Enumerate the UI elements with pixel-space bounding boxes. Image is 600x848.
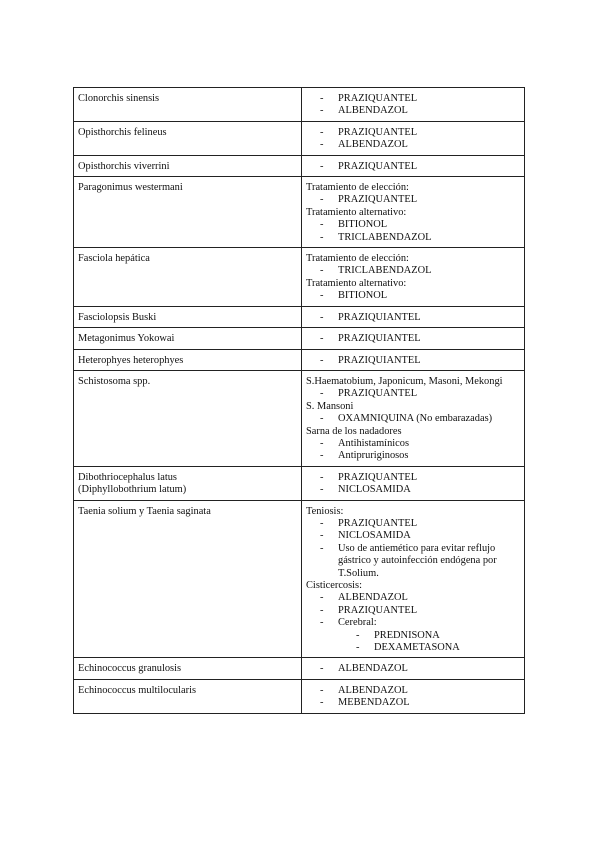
treatment-cell <box>302 155 525 176</box>
drug-item <box>306 355 520 367</box>
drug-name: PRAZIQUANTEL <box>338 194 418 206</box>
drug-item <box>306 161 520 173</box>
bullet-dash: - <box>320 333 324 345</box>
drug-name: NICLOSAMIDA <box>338 484 411 496</box>
table-row <box>74 155 525 176</box>
drug-item <box>306 630 520 642</box>
treatment-cell <box>302 121 525 155</box>
treatment-heading: Tratamiento de elección: <box>306 253 409 265</box>
bullet-dash: - <box>320 231 324 243</box>
organism-cell <box>74 466 302 500</box>
table-row <box>74 177 525 248</box>
drug-name: TRICLABENDAZOL <box>338 231 432 243</box>
treatment-table <box>73 87 525 714</box>
bullet-dash: - <box>320 484 324 496</box>
drug-name: PRAZIQUANTEL <box>338 388 418 400</box>
organism-name: Taenia solium y Taenia saginata <box>78 505 211 517</box>
organism-cell <box>74 370 302 466</box>
bullet-dash: - <box>320 517 324 529</box>
drug-item <box>306 93 520 105</box>
organism-cell <box>74 177 302 248</box>
table-row <box>74 121 525 155</box>
treatment-cell <box>302 328 525 349</box>
drug-name: NICLOSAMIDA <box>338 530 411 542</box>
treatment-table-body <box>74 88 525 714</box>
drug-name: MEBENDAZOL <box>338 697 410 709</box>
treatment-cell <box>302 658 525 679</box>
table-row <box>74 679 525 713</box>
drug-item <box>306 592 520 604</box>
organism-cell <box>74 349 302 370</box>
table-row <box>74 248 525 307</box>
treatment-cell <box>302 466 525 500</box>
bullet-dash: - <box>320 437 324 449</box>
drug-item <box>306 697 520 709</box>
treatment-cell <box>302 370 525 466</box>
drug-item <box>306 605 520 617</box>
drug-name: TRICLABENDAZOL <box>338 265 432 277</box>
organism-name: Opisthorchis viverrini <box>78 160 170 172</box>
drug-name: PRAZIQUANTEL <box>338 471 418 483</box>
drug-item <box>306 290 520 302</box>
drug-item <box>306 484 520 496</box>
organism-name: Schistosoma spp. <box>78 375 151 387</box>
drug-name: ALBENDAZOL <box>338 105 408 117</box>
treatment-heading: Tratamiento alternativo: <box>306 206 407 218</box>
treatment-cell <box>302 349 525 370</box>
drug-name: PRAZIQUANTEL <box>338 93 418 104</box>
table-row <box>74 370 525 466</box>
organism-name: Echinococcus granulosis <box>78 663 182 675</box>
drug-name: ALBENDAZOL <box>338 663 408 675</box>
organism-cell <box>74 121 302 155</box>
organism-name: Clonorchis sinensis <box>78 93 160 104</box>
drug-name: ALBENDAZOL <box>338 592 408 604</box>
drug-item <box>306 127 520 139</box>
treatment-heading: Tratamiento alternativo: <box>306 277 407 289</box>
bullet-dash: - <box>320 354 324 366</box>
organism-cell <box>74 155 302 176</box>
bullet-dash: - <box>320 604 324 616</box>
bullet-dash: - <box>320 450 324 462</box>
drug-item <box>306 642 520 654</box>
drug-item <box>306 617 520 629</box>
bullet-dash: - <box>320 663 324 675</box>
drug-name: OXAMNIQUINA (No embarazadas) <box>338 413 493 425</box>
drug-name: PRAZIQUANTEL <box>338 517 418 529</box>
organism-name: Echinococcus multilocularis <box>78 684 197 696</box>
bullet-dash: - <box>320 471 324 483</box>
organism-name: Dibothriocephalus latus <box>78 471 177 483</box>
table-row <box>74 658 525 679</box>
bullet-dash: - <box>320 160 324 172</box>
table-row <box>74 500 525 658</box>
bullet-dash: - <box>320 530 324 542</box>
organism-cell <box>74 248 302 307</box>
organism-name: Paragonimus westermani <box>78 182 183 194</box>
bullet-dash: - <box>320 684 324 696</box>
drug-item <box>306 232 520 244</box>
bullet-dash: - <box>320 592 324 604</box>
drug-name: PRAZIQUIANTEL <box>338 354 421 366</box>
drug-item <box>306 413 520 425</box>
drug-item <box>306 663 520 675</box>
drug-name: Uso de antiemético para evitar reflujo gástrico y autoinfección endógena por T.Solium. <box>338 542 497 579</box>
table-row <box>74 306 525 327</box>
drug-name: ALBENDAZOL <box>338 684 408 696</box>
drug-name: Antipruriginosos <box>338 450 409 462</box>
treatment-heading: S. Mansoni <box>306 400 354 412</box>
bullet-dash: - <box>320 617 324 629</box>
bullet-dash: - <box>320 697 324 709</box>
drug-item <box>306 388 520 400</box>
bullet-dash: - <box>320 126 324 138</box>
bullet-dash: - <box>320 413 324 425</box>
bullet-dash: - <box>320 542 324 554</box>
organism-cell <box>74 679 302 713</box>
drug-item <box>306 194 520 206</box>
drug-item <box>306 530 520 542</box>
treatment-cell <box>302 248 525 307</box>
drug-item <box>306 333 520 345</box>
drug-name: DEXAMETASONA <box>374 642 460 654</box>
treatment-cell <box>302 679 525 713</box>
bullet-dash: - <box>320 311 324 323</box>
drug-name: BITIONOL <box>338 290 388 302</box>
treatment-cell <box>302 500 525 658</box>
treatment-heading: S.Haematobium, Japonicum, Masoni, Mekongi <box>306 375 503 387</box>
drug-name: ALBENDAZOL <box>338 139 408 151</box>
bullet-dash: - <box>320 93 324 104</box>
drug-item <box>306 265 520 277</box>
drug-item <box>306 543 520 580</box>
drug-name: PRAZIQUIANTEL <box>338 311 421 323</box>
organism-cell <box>74 328 302 349</box>
organism-name: Metagonimus Yokowai <box>78 333 175 345</box>
bullet-dash: - <box>320 219 324 231</box>
drug-item <box>306 518 520 530</box>
drug-name: PRAZIQUIANTEL <box>338 333 421 345</box>
drug-name: PRAZIQUANTEL <box>338 604 418 616</box>
table-row <box>74 328 525 349</box>
bullet-dash: - <box>320 139 324 151</box>
treatment-cell <box>302 177 525 248</box>
bullet-dash: - <box>320 194 324 206</box>
organism-name: Heterophyes heterophyes <box>78 354 184 366</box>
drug-item <box>306 312 520 324</box>
drug-name: Antihistamínicos <box>338 437 409 449</box>
treatment-heading: Tratamiento de elección: <box>306 182 409 194</box>
drug-item <box>306 450 520 462</box>
organism-cell <box>74 658 302 679</box>
treatment-heading: Sarna de los nadadores <box>306 425 402 437</box>
drug-item <box>306 438 520 450</box>
table-row <box>74 88 525 122</box>
organism-name: Opisthorchis felineus <box>78 126 167 138</box>
organism-cell <box>74 88 302 122</box>
drug-name: Cerebral: <box>338 617 377 629</box>
organism-name: Fasciola hepática <box>78 253 150 265</box>
bullet-dash: - <box>320 388 324 400</box>
drug-item <box>306 685 520 697</box>
drug-item <box>306 139 520 151</box>
drug-item <box>306 105 520 117</box>
bullet-dash: - <box>320 105 324 117</box>
bullet-dash: - <box>356 629 360 641</box>
drug-name: BITIONOL <box>338 219 388 231</box>
treatment-heading: Cisticercosis: <box>306 580 362 591</box>
organism-name: (Diphyllobothrium latum) <box>78 484 187 496</box>
drug-name: PRAZIQUANTEL <box>338 126 418 138</box>
table-row <box>74 349 525 370</box>
treatment-heading: Teniosis: <box>306 505 344 517</box>
bullet-dash: - <box>320 290 324 302</box>
treatment-cell <box>302 88 525 122</box>
table-row <box>74 466 525 500</box>
drug-item <box>306 219 520 231</box>
bullet-dash: - <box>356 642 360 654</box>
organism-name: Fasciolopsis Buski <box>78 311 157 323</box>
drug-item <box>306 472 520 484</box>
organism-cell <box>74 500 302 658</box>
organism-cell <box>74 306 302 327</box>
treatment-cell <box>302 306 525 327</box>
drug-name: PREDNISONA <box>374 629 440 641</box>
drug-name: PRAZIQUANTEL <box>338 160 418 172</box>
bullet-dash: - <box>320 265 324 277</box>
